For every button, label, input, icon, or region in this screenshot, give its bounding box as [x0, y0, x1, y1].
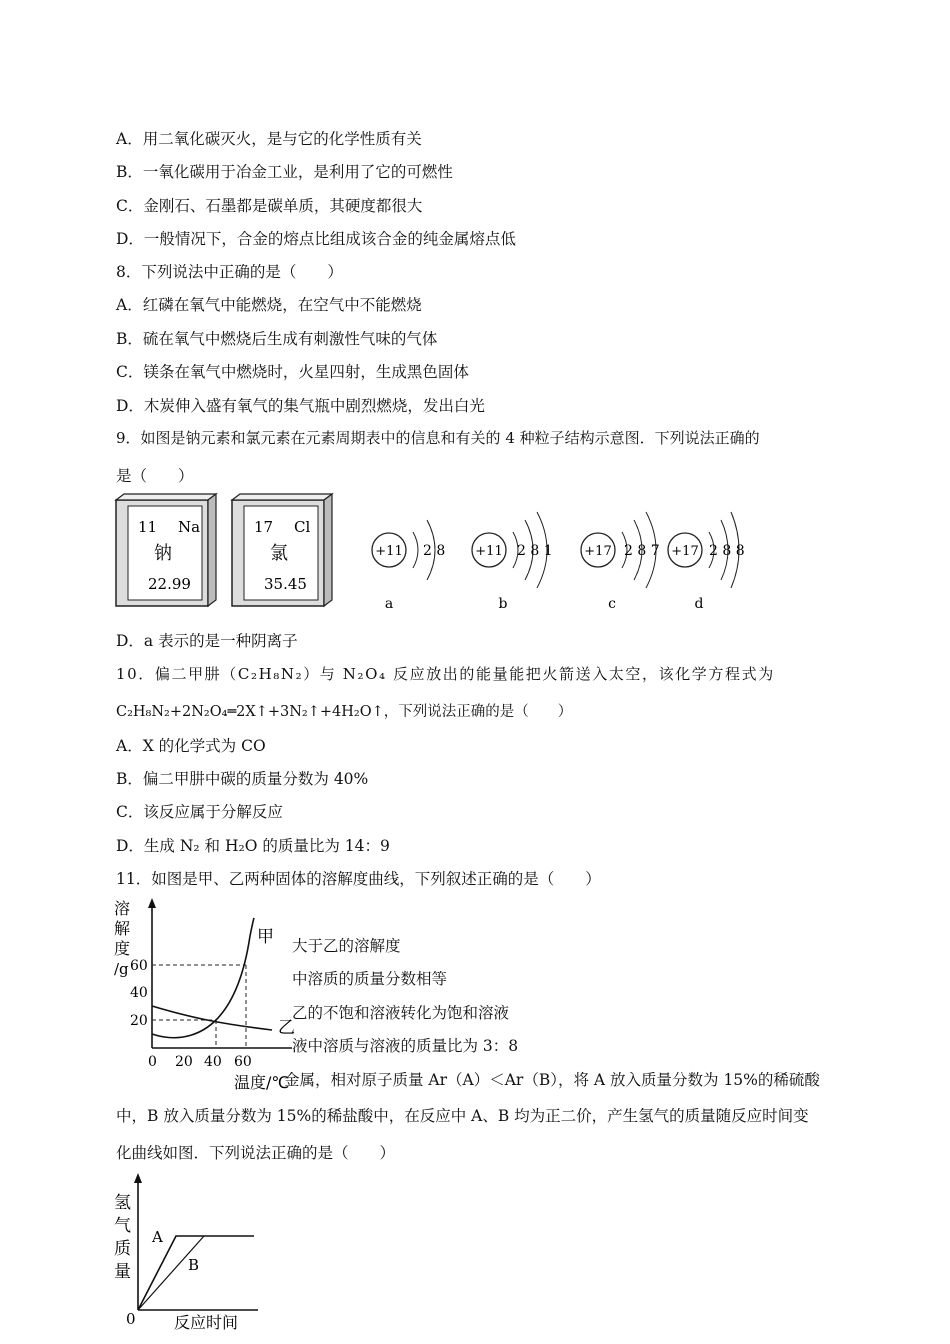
- q8-option-a: A．红磷在氧气中能燃烧，在空气中不能燃烧: [116, 296, 422, 314]
- q7-option-a: A．用二氧化碳灭火，是与它的化学性质有关: [116, 130, 422, 148]
- q11-stem: 11．如图是甲、乙两种固体的溶解度曲线，下列叙述正确的是（ ）: [116, 870, 601, 888]
- q12-ylabel-2: 气: [114, 1216, 131, 1236]
- q11-ytick-20: 20: [130, 1013, 148, 1029]
- q10-stem-line1: 10．偏二甲肼（C₂H₈N₂）与 N₂O₄ 反应放出的能量能把火箭送入太空，该化学方程式为: [116, 665, 775, 683]
- q11-ylabel-2: 解: [114, 919, 131, 938]
- cl-number: 17: [254, 518, 274, 536]
- hydrogen-chart: [112, 1170, 262, 1332]
- q8-option-b: B．硫在氧气中燃烧后生成有刺激性气味的气体: [116, 330, 438, 348]
- q11-xtick-20: 20: [175, 1054, 193, 1070]
- q12-ylabel-3: 质: [114, 1239, 131, 1259]
- q12-line3: 化曲线如图．下列说法正确的是（ ）: [116, 1144, 396, 1162]
- particle-d: [668, 512, 745, 612]
- q11-series-a-label: 甲: [257, 927, 274, 947]
- q7-option-b: B．一氧化碳用于冶金工业，是利用了它的可燃性: [116, 163, 453, 181]
- q10-option-b: B．偏二甲肼中碳的质量分数为 40%: [116, 770, 369, 788]
- na-mass: 22.99: [148, 575, 191, 593]
- q7-option-c: C．金刚石、石墨都是碳单质，其硬度都很大: [116, 197, 423, 215]
- q8-option-d: D．木炭伸入盛有氧气的集气瓶中剧烈燃烧，发出白光: [116, 397, 485, 415]
- particle-a: [372, 520, 445, 612]
- element-tile-cl: [232, 494, 332, 606]
- q11-xlabel: 温度/℃: [234, 1073, 290, 1092]
- particle-c-nucleus: +17: [584, 544, 612, 559]
- q11-xtick-0: 0: [148, 1054, 157, 1070]
- q10-equation-line: C₂H₈N₂+2N₂O₄═2X↑+3N₂↑+4H₂O↑，下列说法正确的是（ ）: [116, 704, 573, 720]
- particle-d-nucleus: +17: [671, 544, 699, 559]
- particle-b-nucleus: +11: [475, 544, 503, 559]
- q9-stem-line1: 9．如图是钠元素和氯元素在元素周期表中的信息和有关的 4 种粒子结构示意图．下列说法正确的: [116, 429, 760, 447]
- q12-series-b-label: B: [188, 1256, 200, 1274]
- particle-c: [581, 512, 660, 612]
- particle-a-nucleus: +11: [375, 544, 403, 559]
- q11-option-fragment-d: 液中溶质与溶液的质量比为 3：8: [292, 1037, 519, 1055]
- particle-b-shells: 2 8 1: [517, 543, 553, 559]
- q12-ylabel-1: 氢: [114, 1193, 131, 1213]
- q11-option-fragment-b: 中溶质的质量分数相等: [292, 970, 448, 988]
- q11-ylabel-4: /g: [114, 960, 129, 978]
- cl-mass: 35.45: [264, 575, 307, 593]
- particle-c-shells: 2 8 7: [624, 543, 660, 559]
- q12-series-a-label: A: [152, 1228, 163, 1246]
- q11-xtick-60: 60: [234, 1054, 252, 1070]
- q11-xtick-40: 40: [204, 1054, 222, 1070]
- q9-option-d: D．a 表示的是一种阴离子: [116, 632, 298, 650]
- q12-line2: 中，B 放入质量分数为 15%的稀盐酸中，在反应中 A、B 均为正二价，产生氢气的质量随反应时间变: [116, 1107, 809, 1125]
- q10-option-a: A．X 的化学式为 CO: [116, 737, 266, 755]
- q10-option-c: C．该反应属于分解反应: [116, 803, 283, 821]
- q11-ylabel-1: 溶: [114, 899, 131, 918]
- q9-figure: [114, 492, 750, 612]
- q10-option-d: D．生成 N₂ 和 H₂O 的质量比为 14：9: [116, 837, 390, 855]
- q11-ytick-40: 40: [130, 985, 148, 1001]
- na-name: 钠: [154, 543, 172, 564]
- q11-series-b-label: 乙: [278, 1018, 295, 1038]
- q11-option-fragment-c: 乙的不饱和溶液转化为饱和溶液: [292, 1004, 510, 1022]
- q12-ylabel-4: 量: [114, 1262, 131, 1282]
- q11-option-fragment-a: 大于乙的溶解度: [292, 937, 401, 955]
- q12-line1-fragment: 金属，相对原子质量 Ar（A）＜Ar（B），将 A 放入质量分数为 15%的稀硫酸: [284, 1071, 820, 1089]
- q8-option-c: C．镁条在氧气中燃烧时，火星四射，生成黑色固体: [116, 363, 469, 381]
- cl-symbol: Cl: [294, 518, 311, 536]
- particle-b-label: b: [498, 596, 508, 612]
- particle-c-label: c: [608, 596, 616, 612]
- solubility-chart: [112, 896, 302, 1094]
- q7-option-d: D．一般情况下，合金的熔点比组成该合金的纯金属熔点低: [116, 230, 516, 248]
- q12-xlabel: 反应时间: [174, 1313, 239, 1332]
- na-symbol: Na: [178, 518, 201, 536]
- particle-d-shells: 2 8 8: [709, 543, 745, 559]
- q12-origin: 0: [126, 1310, 136, 1328]
- particle-d-label: d: [694, 596, 704, 612]
- particle-a-label: a: [384, 596, 394, 612]
- na-number: 11: [138, 518, 158, 536]
- q8-stem: 8．下列说法中正确的是（ ）: [116, 263, 343, 281]
- particle-a-shells: 2 8: [423, 543, 446, 559]
- particle-b: [472, 512, 553, 612]
- q11-ytick-60: 60: [130, 958, 148, 974]
- q11-ylabel-3: 度: [114, 939, 131, 958]
- element-tile-na: [116, 494, 216, 606]
- q9-stem-line2: 是（ ）: [116, 467, 194, 485]
- cl-name: 氯: [270, 543, 288, 564]
